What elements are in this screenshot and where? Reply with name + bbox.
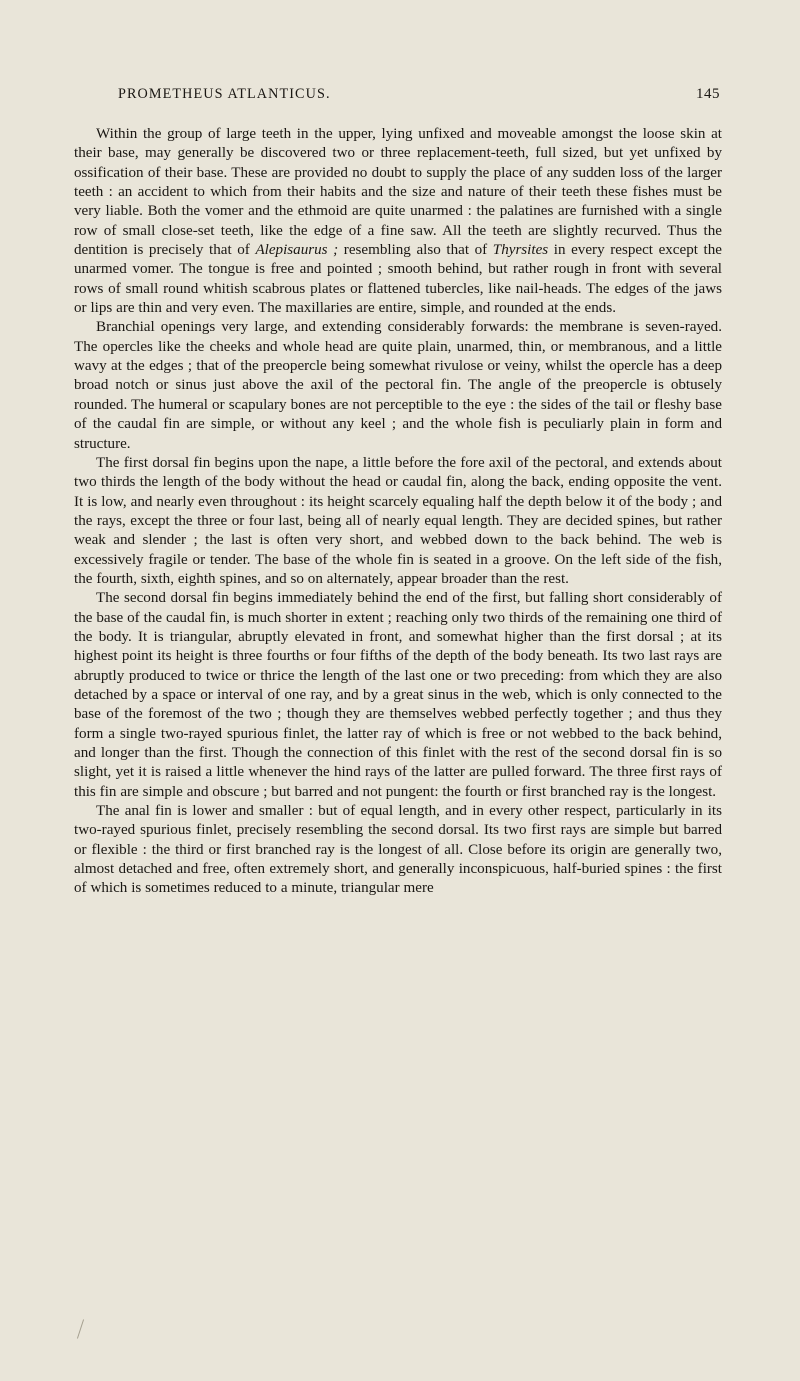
paragraph-3: The first dorsal fin begins upon the nape, a little before the fore axil of the pectoral, and extends about two thirds the length of the body without the head or caudal fin, along the back, ending opposite the vent. It is low, and nearly even throughout : its height scarcely equaling half the depth below it of the body ; and the rays, except the three or four last, being all of nearly equal length. They are decided spines, but rather weak and slender ; the last is often very short, and webbed down to the back behind. The web is excessively fragile or tender. The base of the whole fin is seated in a groove. On the left side of the fish, the fourth, sixth, eighth spines, and so on alternately, appear broader than the rest. bbox=[74, 454, 722, 587]
paragraph-1-text: Within the group of large teeth in the upper, lying unfixed and moveable amongst the loose skin at their base, may generally be discovered two or three replacement-teeth, full sized, but yet unfixed by ossification of their base. These are provided no doubt to supply the place of any sudden loss of the larger teeth : an accident to which from their habits and the size and nature of their teeth these fishes must be very liable. Both the vomer and the ethmoid are quite unarmed : the palatines are furnished with a single row of small close-set teeth, like the edge of a fine saw. All the teeth are slightly recurved. Thus the dentition is precisely that of bbox=[74, 126, 722, 259]
page-number: 145 bbox=[696, 86, 720, 102]
paragraph-1 bbox=[74, 125, 722, 318]
paragraph-2: Branchial openings very large, and extending considerably forwards: the membrane is seven-rayed. The opercles like the cheeks and whole head are quite plain, unarmed, thin, or membranous, and a little wavy at the edges ; that of the preopercle being somewhat rivulose or veiny, whilst the opercle has a deep broad notch or sinus just above the axil of the pectoral fin. The angle of the preopercle is obtusely rounded. The humeral or scapulary bones are not perceptible to the eye : the sides of the tail or fleshy base of the caudal fin are simple, or without any keel ; and the whole fish is peculiarly plain in form and structure. bbox=[74, 319, 722, 452]
paragraph-1-text-b: resembling also that of bbox=[338, 242, 493, 259]
paragraph-5: The anal fin is lower and smaller : but of equal length, and in every other respect, particularly in its two-rayed spurious finlet, precisely resembling the second dorsal. Its two first rays are simple but barred or flexible : the third or first branched ray is the longest of all. Close before its origin are generally two, almost detached and free, often extremely short, and generally inconspicuous, half-buried spines : the first of which is sometimes reduced to a minute, triangular mere bbox=[74, 803, 722, 897]
page-body bbox=[74, 125, 722, 899]
species-name-alepisaurus: Alepisaurus ; bbox=[255, 242, 339, 259]
paragraph-4: The second dorsal fin begins immediately behind the end of the first, but falling short considerably of the base of the caudal fin, is much shorter in extent ; reaching only two thirds of the remaining one third of the body. It is triangular, abruptly elevated in front, and somewhat higher than the first dorsal ; at its highest point its height is three fourths or four fifths of the depth of the body beneath. Its two last rays are abruptly produced to twice or thrice the length of the last one or two preceding: from which they are also detached by a space or interval of one ray, and by a great sinus in the web, which is only connected to the base of the foremost of the two ; though they are themselves webbed perfectly together ; and thus they form a single two-rayed spurious finlet, the latter ray of which is free or not webbed to the back behind, and longer than the first. Though the connection of this finlet with the rest of the second dorsal fin is so slight, yet it is raised a little whenever the hind rays of the latter are pulled forward. The three first rays of this fin are simple and obscure ; but barred and not pungent: the fourth or first branched ray is the longest. bbox=[74, 590, 722, 800]
page-edge-mark bbox=[74, 1317, 104, 1343]
running-title: PROMETHEUS ATLANTICUS. bbox=[118, 86, 331, 102]
paragraph-1-text-c: in every respect except the unarmed vomer. The tongue is free and pointed ; smooth behind, but rather rough in front with several rows of small round whitish scabrous plates or flattened tubercles, like nail-heads. The edges of the jaws or lips are thin and very even. The maxillaries are entire, simple, and rounded at the ends. bbox=[74, 242, 722, 317]
species-name-thyrsites: Thyrsites bbox=[492, 242, 549, 259]
page-header bbox=[74, 86, 722, 103]
